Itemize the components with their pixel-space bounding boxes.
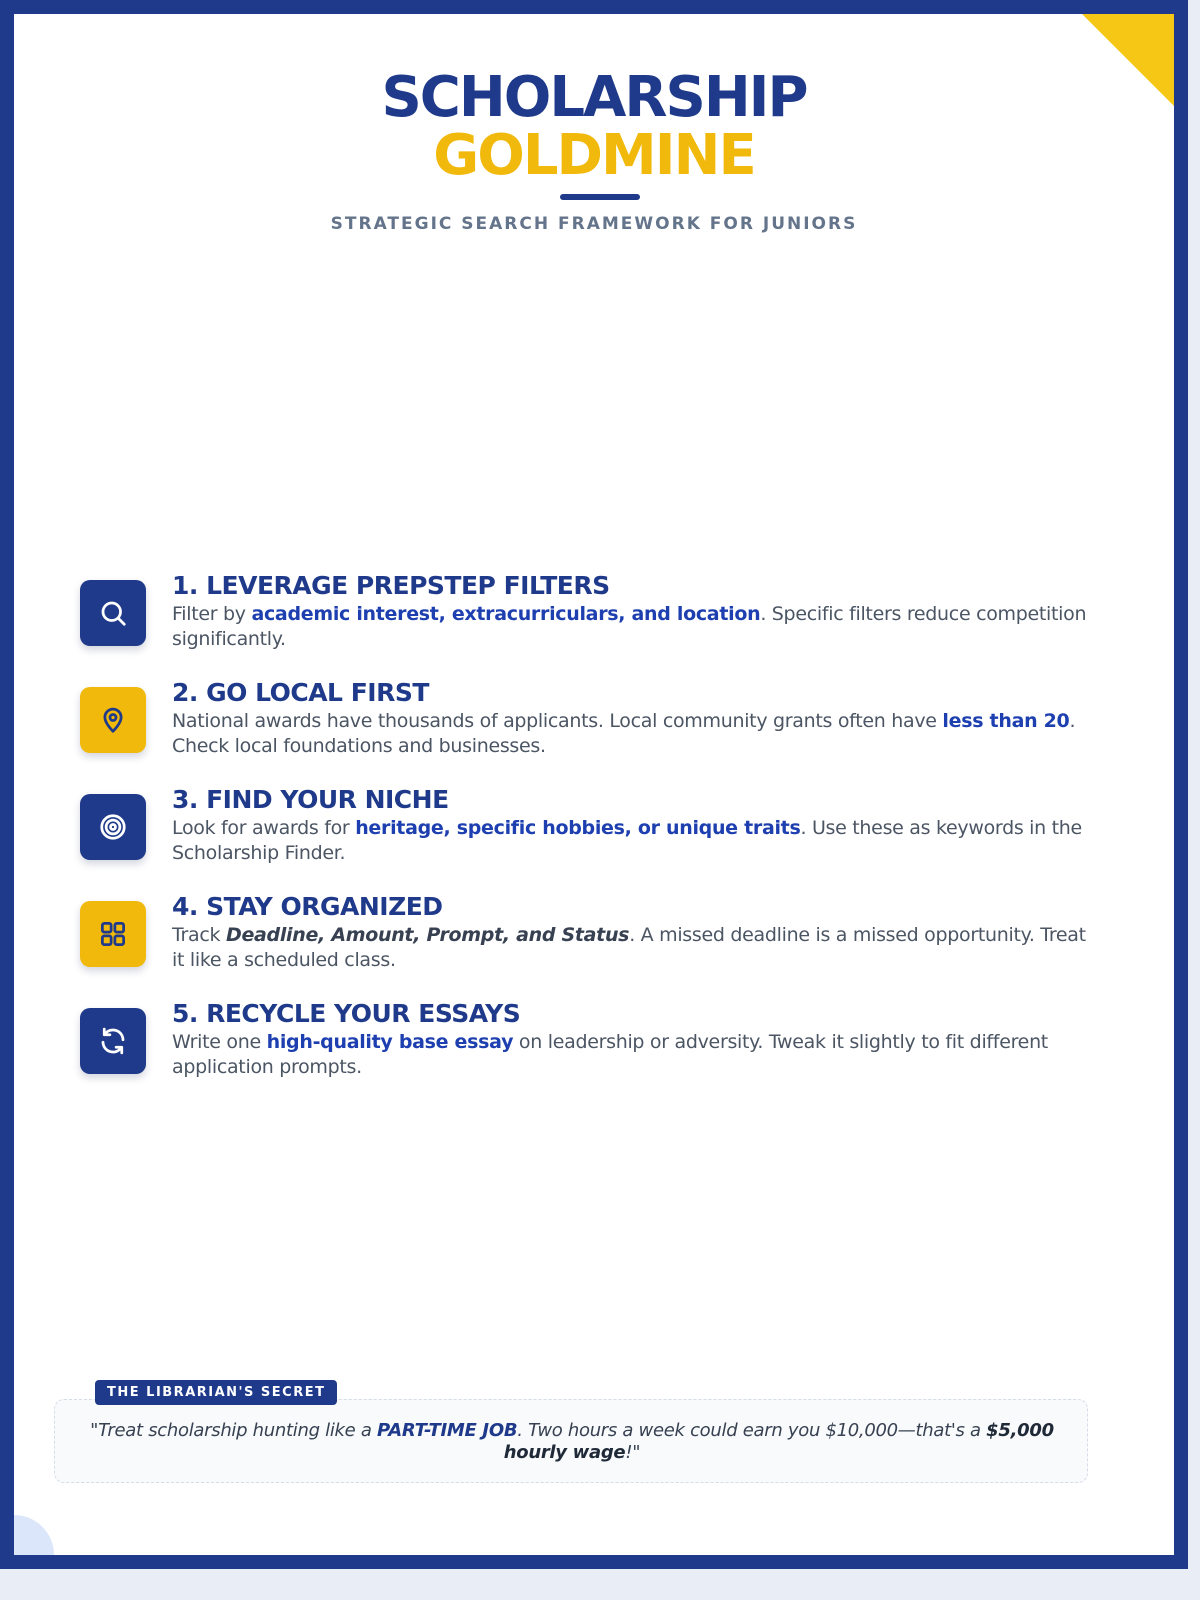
text-segment: . Two hours a week could earn you $10,000—that's a [517, 1420, 987, 1441]
highlighted-text: academic interest, extracurriculars, and location [251, 603, 761, 625]
text-segment: . Check local foundations and businesses. [172, 710, 1076, 757]
secret-quote [84, 1420, 1060, 1464]
steps-list [80, 570, 1120, 1105]
search-icon [98, 598, 128, 628]
text-segment: on leadership or adversity. Tweak it slightly to fit different application prompts. [172, 1031, 1048, 1078]
highlighted-text: $5,000 hourly wage [503, 1420, 1054, 1463]
text-segment: Filter by [172, 603, 252, 625]
text-segment: Write one [172, 1031, 267, 1053]
subtitle: STRATEGIC SEARCH FRAMEWORK FOR JUNIORS [330, 214, 858, 234]
step-description [172, 1030, 1087, 1080]
step-title: 4. STAY ORGANIZED [172, 892, 443, 921]
refresh-icon [98, 1026, 128, 1056]
highlighted-text: PART-TIME JOB [377, 1420, 518, 1441]
text-segment: . A missed deadline is a missed opportunity. Treat it like a scheduled class. [172, 924, 1086, 971]
text-segment: Track [172, 924, 226, 946]
step-icon-box [80, 1008, 146, 1074]
step-icon-box [80, 580, 146, 646]
text-segment: Look for awards for [172, 817, 356, 839]
secret-badge: THE LIBRARIAN'S SECRET [95, 1380, 337, 1405]
text-segment: !" [625, 1442, 641, 1463]
grid-icon [98, 919, 128, 949]
step-title: 2. GO LOCAL FIRST [172, 678, 429, 707]
step-description [172, 709, 1087, 759]
highlighted-text: high-quality base essay [266, 1031, 514, 1053]
step-title: 1. LEVERAGE PREPSTEP FILTERS [172, 571, 610, 600]
step-item [80, 784, 1120, 891]
step-text [172, 677, 1087, 759]
text-segment: . Use these as keywords in the Scholarship Finder. [172, 817, 1082, 864]
step-title: 5. RECYCLE YOUR ESSAYS [172, 999, 521, 1028]
highlighted-text: heritage, specific hobbies, or unique traits [355, 817, 801, 839]
step-item [80, 891, 1120, 998]
step-item [80, 998, 1120, 1105]
step-icon-box [80, 794, 146, 860]
text-segment: "Treat scholarship hunting like a [90, 1420, 377, 1441]
text-segment: . Specific filters reduce competition significantly. [172, 603, 1087, 650]
title-line-1: SCHOLARSHIP [381, 65, 807, 130]
step-text [172, 998, 1087, 1080]
highlighted-text: less than 20 [942, 710, 1070, 732]
step-description [172, 923, 1087, 973]
step-description [172, 602, 1087, 652]
text-segment: National awards have thousands of applicants. Local community grants often have [172, 710, 943, 732]
step-item [80, 677, 1120, 784]
corner-blob [0, 1515, 54, 1569]
target-icon [98, 812, 128, 842]
step-title: 3. FIND YOUR NICHE [172, 785, 449, 814]
step-text [172, 570, 1087, 652]
step-description [172, 816, 1087, 866]
map-pin-icon [98, 705, 128, 735]
title-line-2: GOLDMINE [433, 123, 755, 188]
title-underline [560, 194, 640, 200]
step-text [172, 784, 1087, 866]
step-icon-box [80, 901, 146, 967]
step-icon-box [80, 687, 146, 753]
step-text [172, 891, 1087, 973]
highlighted-text: Deadline, Amount, Prompt, and Status [225, 924, 630, 946]
step-item [80, 570, 1120, 677]
